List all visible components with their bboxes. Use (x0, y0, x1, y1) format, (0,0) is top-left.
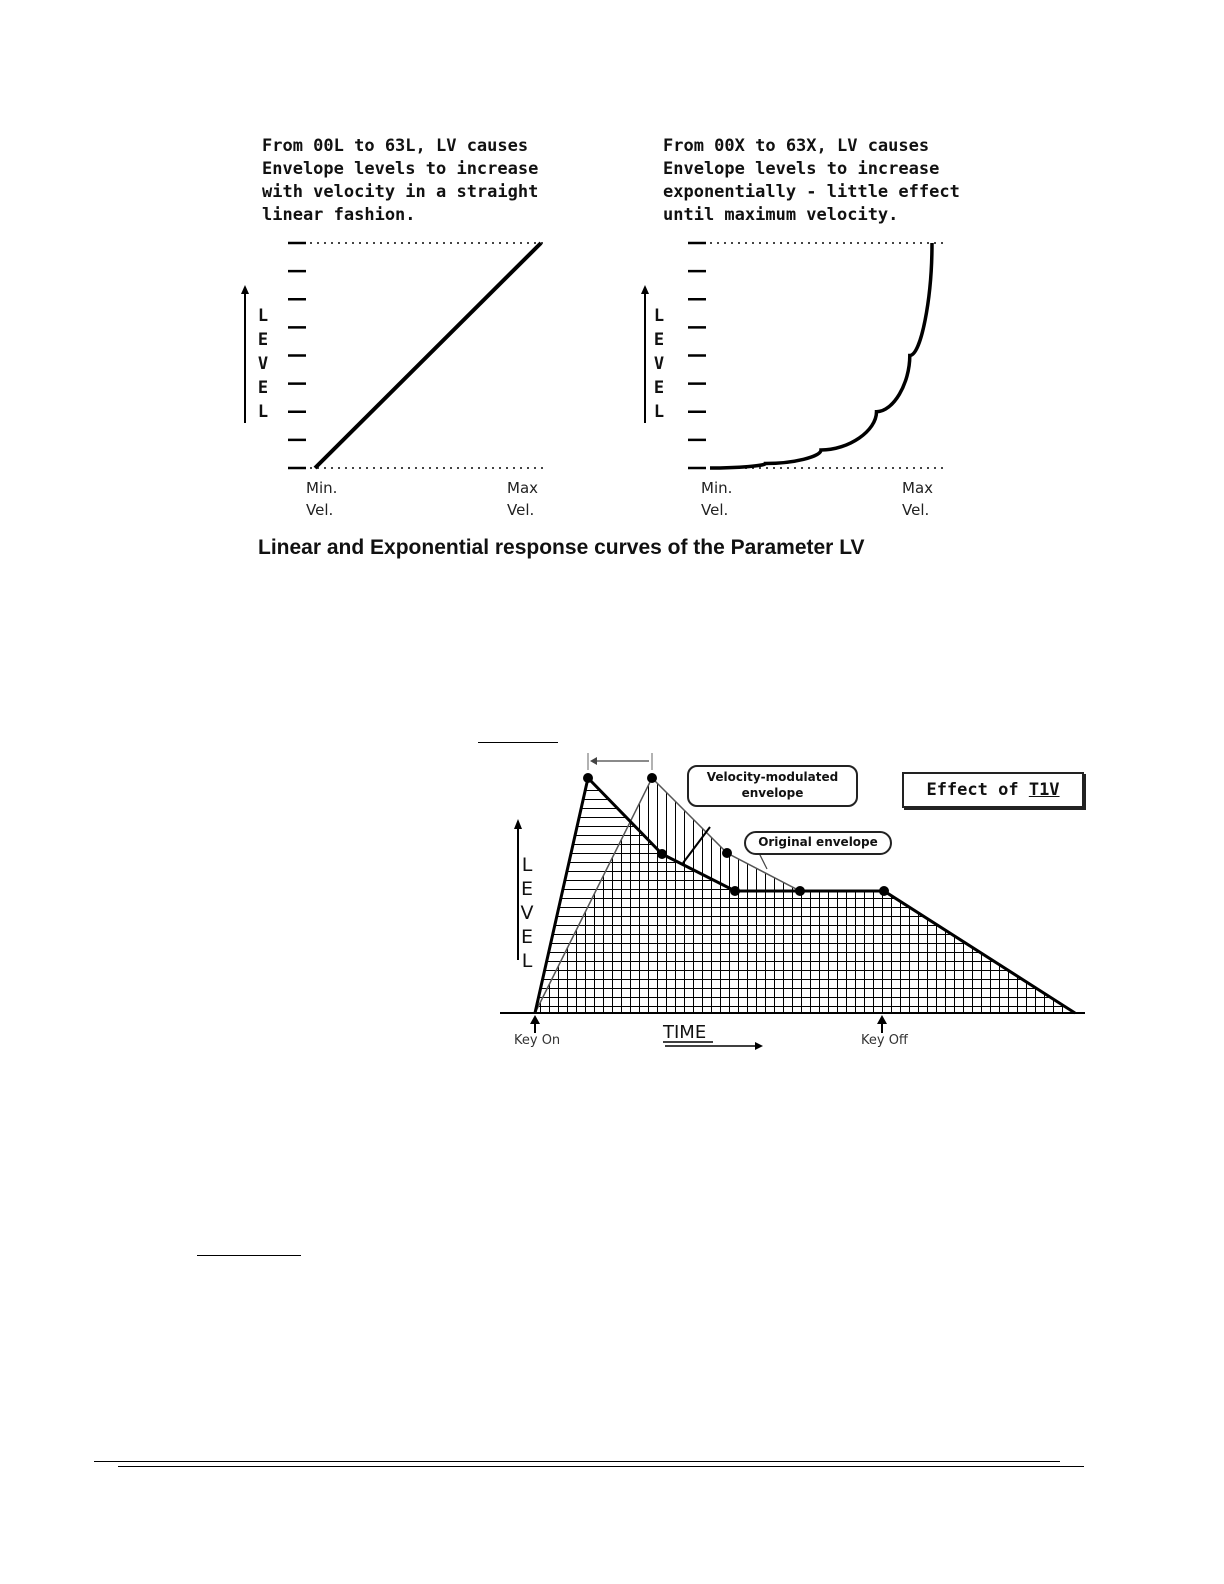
callout-line: Original envelope (758, 835, 878, 849)
envelope-point (647, 773, 657, 783)
key-on-label: Key On (514, 1033, 561, 1048)
exponential-description (663, 135, 960, 227)
linear-description-line: From 00L to 63L, LV causes (262, 136, 529, 156)
exponential-response-curve (710, 243, 932, 468)
linear-y-axis-label (256, 304, 270, 424)
exponential-description-line: until maximum velocity. (663, 205, 899, 225)
envelope-point (795, 886, 805, 896)
exponential-description-line: Envelope levels to increase (663, 159, 940, 179)
exponential-x-max-label (902, 477, 933, 521)
linear-description-line: with velocity in a straight (262, 182, 539, 202)
level-letter: L (521, 854, 533, 876)
footer-rule-bottom (118, 1466, 1084, 1467)
t1v-y-axis-label (520, 853, 534, 973)
exponential-y-ticks (688, 243, 706, 468)
linear-y-axis-arrowhead (241, 285, 249, 294)
x-min-label-line: Min. (306, 479, 338, 497)
x-min-label-line: Min. (701, 479, 733, 497)
linear-description-line: linear fashion. (262, 205, 416, 225)
x-max-label-line: Max (507, 479, 539, 497)
envelope-point (583, 773, 593, 783)
effect-label-prefix: Effect of (926, 780, 1019, 800)
level-letter: V (653, 354, 665, 374)
level-letter: L (653, 306, 665, 326)
level-letter: E (257, 330, 269, 350)
linear-y-ticks (288, 243, 306, 468)
level-letter: V (257, 354, 269, 374)
section-underline (197, 1255, 301, 1256)
velocity-modulated-callout (687, 765, 858, 807)
x-max-label-line: Vel. (902, 501, 930, 519)
x-min-label-line: Vel. (701, 501, 729, 519)
level-letter: E (520, 926, 533, 948)
level-letter: E (520, 878, 533, 900)
linear-description (262, 135, 538, 227)
exponential-description-line: exponentially - little effect (663, 182, 960, 202)
effect-label-param: T1V (1028, 780, 1060, 800)
heading-underline (478, 742, 558, 743)
exponential-y-axis-label (652, 304, 666, 424)
envelope-point (657, 849, 667, 859)
original-envelope-callout (744, 831, 892, 855)
level-letter: E (653, 330, 665, 350)
linear-response-line (315, 243, 541, 468)
effect-of-t1v-label (902, 772, 1084, 808)
level-letter: L (257, 402, 269, 422)
level-letter: L (521, 950, 533, 972)
linear-x-max-label (507, 477, 538, 521)
level-letter: L (653, 402, 665, 422)
key-off-arrowhead (877, 1015, 887, 1024)
figure1-caption: Linear and Exponential response curves of the Parameter LV (258, 536, 865, 559)
time-arrowhead (755, 1042, 763, 1050)
x-max-label-line: Max (902, 479, 934, 497)
x-max-label-line: Vel. (507, 501, 535, 519)
envelope-point (730, 886, 740, 896)
exponential-x-min-label (701, 477, 732, 521)
callout-line: envelope (741, 786, 804, 800)
shift-arrowhead (590, 757, 597, 765)
level-axis-arrowhead (514, 819, 522, 829)
exponential-description-line: From 00X to 63X, LV causes (663, 136, 930, 156)
callout-line: Velocity-modulated (706, 770, 839, 784)
key-off-label: Key Off (861, 1033, 908, 1048)
linear-chart (230, 230, 570, 480)
envelope-point (879, 886, 889, 896)
level-letter: E (653, 378, 665, 398)
level-letter: E (257, 378, 269, 398)
exponential-y-axis-arrowhead (641, 285, 649, 294)
time-axis-label: TIME (663, 1022, 707, 1043)
x-min-label-line: Vel. (306, 501, 334, 519)
level-letter: L (257, 306, 269, 326)
footer-rule-top (94, 1461, 1060, 1462)
envelope-point (722, 848, 732, 858)
level-letter: V (520, 902, 534, 924)
linear-description-line: Envelope levels to increase (262, 159, 539, 179)
exponential-chart (630, 230, 970, 480)
linear-x-min-label (306, 477, 337, 521)
key-on-arrowhead (530, 1015, 540, 1024)
